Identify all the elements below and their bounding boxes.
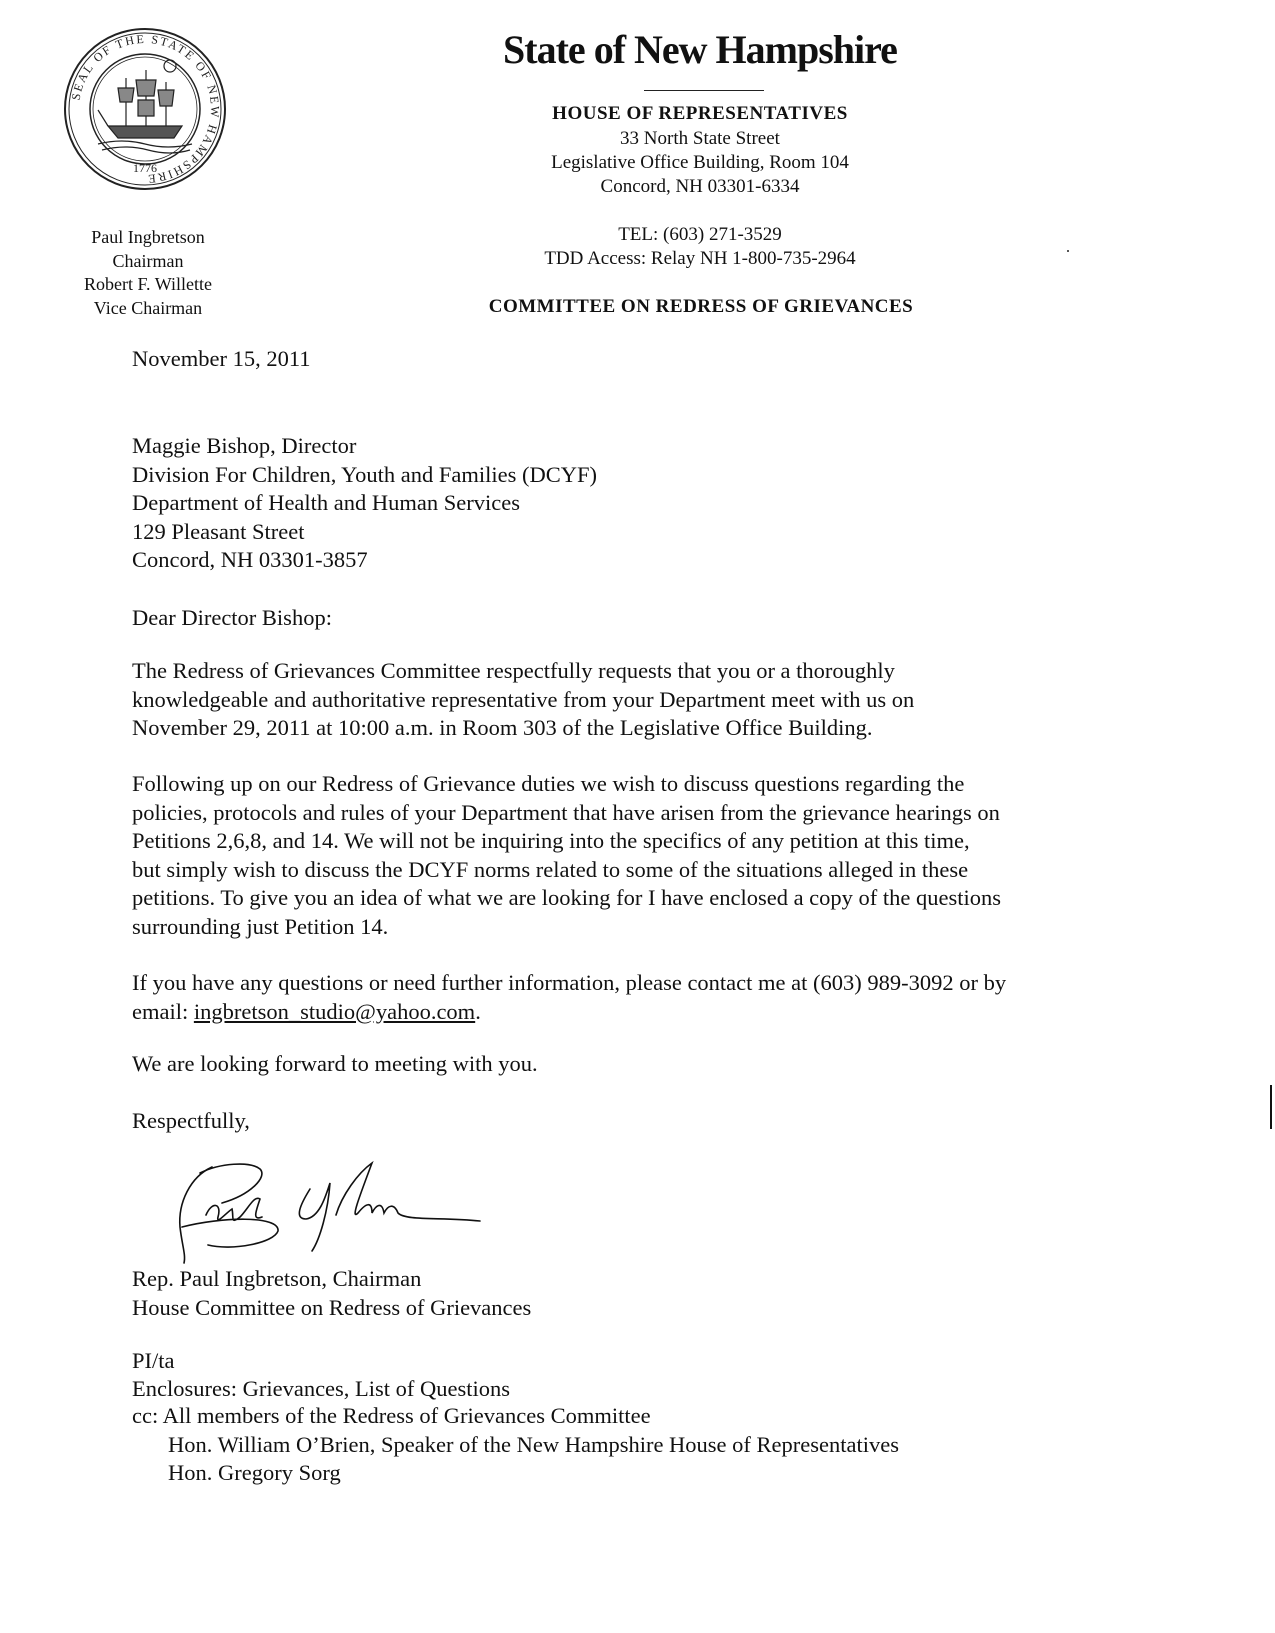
- tdd-access: TDD Access: Relay NH 1-800-735-2964: [544, 248, 856, 269]
- paragraph-line: surrounding just Petition 14.: [132, 913, 389, 939]
- paragraph-line: knowledgeable and authoritative representative from your Department meet with us on: [132, 686, 915, 712]
- house-heading: HOUSE OF REPRESENTATIVES: [552, 103, 848, 124]
- seal-graphic: [62, 26, 228, 192]
- signer-committee: House Committee on Redress of Grievances: [132, 1294, 532, 1320]
- recipient-address: [132, 432, 1142, 575]
- complimentary-close: Respectfully,: [132, 1108, 250, 1133]
- building-address: Legislative Office Building, Room 104: [551, 152, 849, 173]
- vice-chair-title: Vice Chairman: [93, 298, 203, 318]
- recipient-line: Maggie Bishop, Director: [132, 433, 357, 458]
- paragraph-request: [132, 657, 1142, 743]
- email-suffix: .: [475, 998, 481, 1024]
- paragraph-line: November 29, 2011 at 10:00 a.m. in Room 303 of the Legislative Office Building.: [132, 715, 873, 740]
- state-seal: [62, 26, 228, 192]
- signature-scribble: [160, 1155, 500, 1265]
- recipient-line: Division For Children, Youth and Families (DCYF): [132, 461, 598, 487]
- recipient-line: 129 Pleasant Street: [132, 518, 305, 544]
- paragraph-closing: We are looking forward to meeting with you.: [132, 1051, 538, 1076]
- telephone: TEL: (603) 271-3529: [618, 224, 782, 245]
- paragraph-line: The Redress of Grievances Committee respectfully requests that you or a thoroughly: [132, 658, 895, 683]
- salutation: Dear Director Bishop:: [132, 605, 332, 630]
- cc-line: cc: All members of the Redress of Grievances Committee: [132, 1403, 651, 1428]
- paragraph-line: If you have any questions or need further information, please contact me at (603) 989-3092 or by: [132, 970, 1007, 995]
- state-title: State of New Hampshire: [503, 27, 897, 72]
- reference-initials: PI/ta: [132, 1348, 175, 1373]
- chair-name: Paul Ingbretson: [91, 227, 205, 247]
- seal-ring-text: SEAL OF THE STATE OF NEW HAMPSHIRE: [68, 31, 223, 187]
- paragraph-line: [132, 998, 1142, 1027]
- cc-list: [132, 1402, 1142, 1488]
- letter-date: November 15, 2011: [132, 346, 311, 371]
- signer-block: [132, 1265, 1142, 1322]
- city-address: Concord, NH 03301-6334: [600, 176, 800, 197]
- vice-chair-name: Robert F. Willette: [84, 274, 212, 294]
- enclosures-line: Enclosures: Grievances, List of Questions: [132, 1376, 511, 1401]
- paragraph-purpose: [132, 770, 1142, 941]
- cc-line: Hon. William O’Brien, Speaker of the New Hampshire House of Representatives: [168, 1431, 899, 1457]
- paragraph-contact: [132, 969, 1142, 1026]
- scan-speck: [1067, 250, 1069, 252]
- signature: [160, 1155, 500, 1265]
- title-divider: [644, 90, 764, 91]
- recipient-line: Department of Health and Human Services: [132, 490, 520, 515]
- scan-edge-mark: [1270, 1085, 1272, 1129]
- email-prefix: email:: [132, 998, 194, 1024]
- paragraph-line: petitions. To give you an idea of what we are looking for I have enclosed a copy of the questions: [132, 885, 1002, 910]
- cc-line: Hon. Gregory Sorg: [168, 1460, 341, 1485]
- signer-name: Rep. Paul Ingbretson, Chairman: [132, 1266, 422, 1291]
- paragraph-line: but simply wish to discuss the DCYF norms related to some of the situations alleged in these: [132, 856, 969, 882]
- recipient-line: Concord, NH 03301-3857: [132, 547, 368, 572]
- chair-title: Chairman: [112, 251, 184, 271]
- committee-heading: COMMITTEE ON REDRESS OF GRIEVANCES: [488, 296, 914, 317]
- ship-illustration: [98, 60, 192, 153]
- seal-year: 1776: [133, 161, 157, 175]
- paragraph-line: Petitions 2,6,8, and 14. We will not be inquiring into the specifics of any petition at this time,: [132, 828, 970, 853]
- email-link[interactable]: ingbretson_studio@yahoo.com: [193, 998, 476, 1024]
- paragraph-line: policies, protocols and rules of your Department that have arisen from the grievance hearings on: [132, 799, 1000, 825]
- paragraph-line: Following up on our Redress of Grievance duties we wish to discuss questions regarding the: [132, 771, 965, 796]
- street-address: 33 North State Street: [620, 128, 780, 149]
